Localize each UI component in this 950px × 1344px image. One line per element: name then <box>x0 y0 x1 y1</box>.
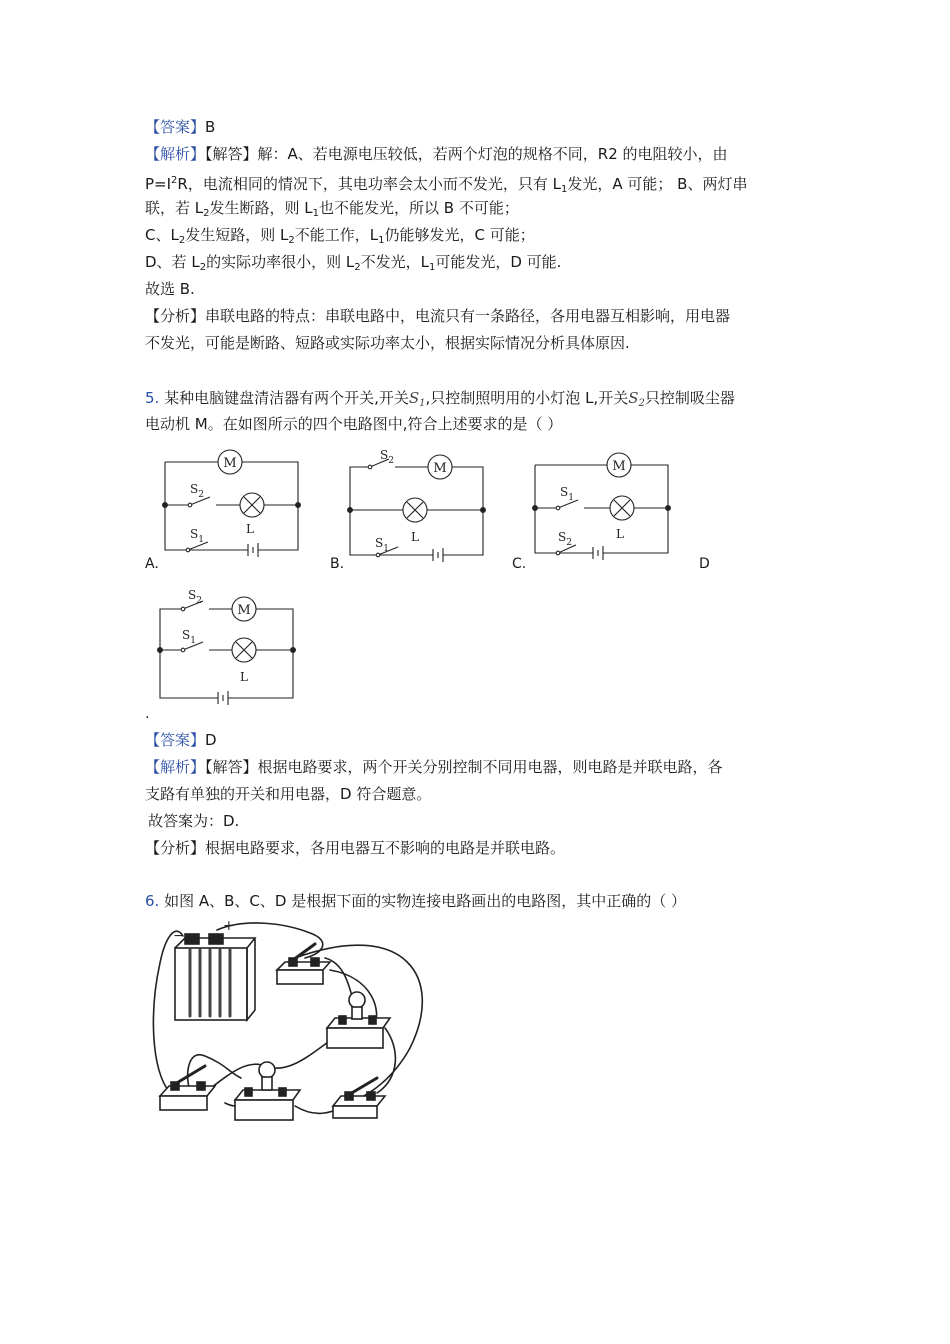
switch-label <box>558 530 572 548</box>
circuit-diagram-a <box>160 445 310 560</box>
switch-s1-symbol <box>409 389 426 407</box>
q4-analysis-line-5 <box>145 252 561 278</box>
battery-minus: − <box>173 928 185 944</box>
lamp-label: L <box>240 670 248 684</box>
circuit-diagram-c <box>530 448 680 563</box>
motor-label: M <box>237 603 251 618</box>
switch-label <box>190 482 204 500</box>
fenxi-tag: 【分析】 <box>145 307 206 325</box>
option-d-dot: . <box>145 706 150 722</box>
switch-label <box>188 588 202 606</box>
text: 不发光，L <box>360 253 429 271</box>
symbol: S <box>408 389 420 407</box>
q4-solution-text-1: 解：A、若电源电压较低，若两个灯泡的规格不同，R2 的电阻较小，由 <box>257 145 728 163</box>
sub: 2 <box>566 538 572 548</box>
text: 仍能够发光，C 可能； <box>384 226 535 244</box>
bulb-icon <box>235 1062 300 1120</box>
q5-answer-line <box>145 730 217 750</box>
sub: 2 <box>196 596 202 606</box>
fenxi-text: 串联电路的特点：串联电路中，电流只有一条路径，各用电器互相影响，用电器 <box>205 307 731 325</box>
sub: 1 <box>568 493 574 503</box>
answer-value: D <box>205 731 217 749</box>
switch-label <box>380 448 394 466</box>
q4-analysis-line-2 <box>145 171 747 200</box>
switch-label <box>182 628 196 646</box>
circuit-diagram-d <box>155 590 305 705</box>
fenxi-tag: 【分析】 <box>145 839 206 857</box>
subscript: 1 <box>312 208 320 219</box>
question-number: 5. <box>145 389 160 407</box>
text: 发生断路，则 L <box>209 199 313 217</box>
answer-tag: 【答案】 <box>145 118 206 136</box>
q6-question-line <box>145 891 686 911</box>
motor-label: M <box>612 459 626 474</box>
q5-question-line-2: 电动机 M。在如图所示的四个电路图中,符合上述要求的是（ ） <box>145 415 563 433</box>
sub: 1 <box>190 636 196 646</box>
subscript: 1 <box>419 398 426 409</box>
subscript: 2 <box>288 235 295 246</box>
lamp-label: L <box>246 522 254 536</box>
text: 某种电脑键盘清洁器有两个开关,开关 <box>164 389 409 407</box>
option-a-label: A. <box>145 556 159 572</box>
option-b-label: B. <box>330 556 345 572</box>
question-text: 如图 A、B、C、D 是根据下面的实物连接电路画出的电路图，其中正确的（ ） <box>164 892 686 910</box>
question-number: 6. <box>145 892 160 910</box>
answer-tag: 【答案】 <box>145 731 206 749</box>
sub: 2 <box>388 456 394 466</box>
analysis-tag: 【解析】 <box>145 758 206 776</box>
physical-circuit-photo <box>145 918 435 1128</box>
text: 也不能发光，所以 B 不可能； <box>319 199 519 217</box>
switch-label <box>190 527 204 545</box>
option-d-label: D <box>699 556 710 572</box>
subscript: 2 <box>203 208 210 219</box>
text: 联，若 L <box>145 199 204 217</box>
s: S <box>188 588 197 602</box>
option-c-label: C. <box>512 556 527 572</box>
text: P=I <box>145 175 172 193</box>
lamp-label: L <box>616 527 624 541</box>
switch-label <box>560 485 574 503</box>
q5-analysis-line-1 <box>145 757 723 777</box>
subscript: 1 <box>378 235 385 246</box>
q4-analysis-line-4 <box>145 225 535 251</box>
q4-fenxi-line-2: 不发光，可能是断路、短路或实际功率太小，根据实际情况分析具体原因. <box>145 334 630 352</box>
subscript: 1 <box>560 184 568 195</box>
s: S <box>380 448 389 462</box>
symbol: S <box>628 389 639 407</box>
bulb-icon <box>327 992 390 1048</box>
text: 不能工作，L <box>294 226 379 244</box>
battery-icon <box>173 918 255 1020</box>
text: 发光，A 可能； B、两灯串 <box>567 175 748 193</box>
subscript: 2 <box>354 262 361 273</box>
text: C、L <box>145 226 179 244</box>
s: S <box>190 482 199 496</box>
s: S <box>375 536 384 550</box>
text: D、若 L <box>145 253 200 271</box>
s: S <box>558 530 567 544</box>
switch-icon <box>333 1078 385 1118</box>
q5-conclusion: 故答案为：D. <box>148 812 240 830</box>
s: S <box>190 527 199 541</box>
motor-label: M <box>433 461 447 476</box>
battery-plus: + <box>223 918 235 934</box>
text: 只控制吸尘器 <box>644 389 735 407</box>
solution-tag: 【解答】 <box>205 145 258 163</box>
subscript: 2 <box>178 235 186 246</box>
switch-s2-symbol <box>628 389 645 407</box>
q5-analysis-line-2: 支路有单独的开关和用电器，D 符合题意。 <box>145 785 432 803</box>
analysis-tag: 【解析】 <box>145 145 206 163</box>
subscript: 2 <box>638 398 645 409</box>
lamp-label: L <box>411 530 419 544</box>
q4-answer-line <box>145 117 215 137</box>
sub: 2 <box>198 490 204 500</box>
motor-label: M <box>223 456 237 471</box>
solution-text: 根据电路要求，两个开关分别控制不同用电器，则电路是并联电路，各 <box>257 758 723 776</box>
q4-conclusion: 故选 B. <box>145 280 195 298</box>
q4-analysis-line-1 <box>145 144 728 164</box>
subscript: 1 <box>428 262 436 273</box>
sub: 1 <box>198 535 204 545</box>
q5-question-line-1 <box>145 388 735 414</box>
switch-label <box>375 536 389 554</box>
fenxi-text: 根据电路要求，各用电器互不影响的电路是并联电路。 <box>205 839 566 857</box>
text: ,只控制照明用的小灯泡 L,开关 <box>425 389 629 407</box>
subscript: 2 <box>199 262 207 273</box>
text: 发生短路，则 L <box>185 226 289 244</box>
sub: 1 <box>383 544 389 554</box>
superscript: 2 <box>171 175 178 186</box>
q4-analysis-line-3 <box>145 198 519 224</box>
answer-value: B <box>205 118 216 136</box>
q4-fenxi-line-1 <box>145 306 730 326</box>
text: 可能发光，D 可能. <box>435 253 562 271</box>
solution-tag: 【解答】 <box>205 758 258 776</box>
circuit-diagram-b <box>345 450 495 565</box>
s: S <box>182 628 191 642</box>
text: 的实际功率很小，则 L <box>206 253 355 271</box>
text: R，电流相同的情况下，其电功率会太小而不发光，只有 L <box>177 175 561 193</box>
s: S <box>560 485 569 499</box>
q5-fenxi-line <box>145 838 565 858</box>
